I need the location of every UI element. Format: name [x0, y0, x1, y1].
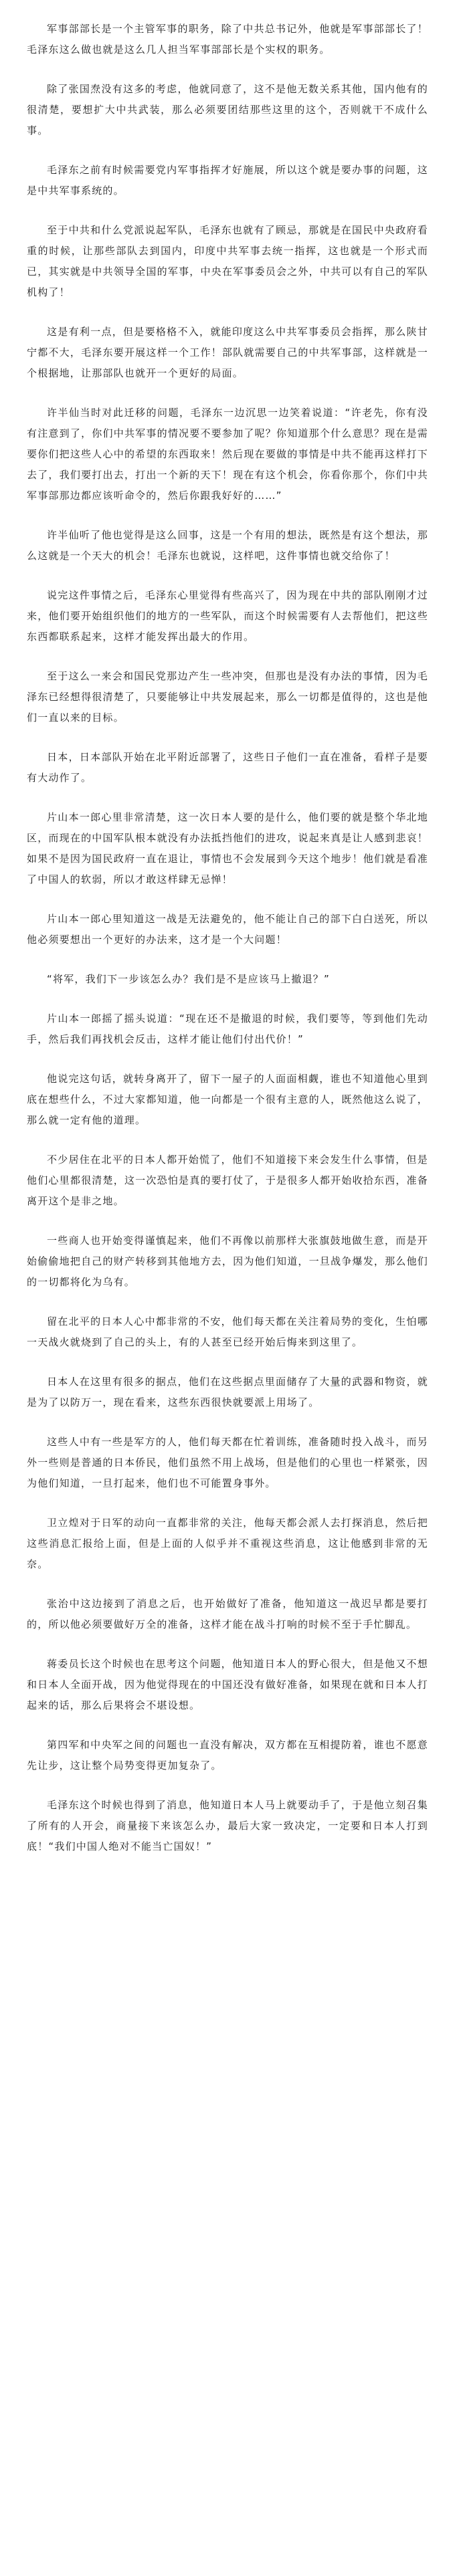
paragraph: 这些人中有一些是军方的人，他们每天都在忙着训练，准备随时投入战斗，而另外一些则是普通的日本侨民，他们虽然不用上战场，但是他们的心里也一样紧张，因为他们知道，一旦打起来，他们也不可能置身事外。: [27, 1436, 428, 1489]
paragraph: 张治中这边接到了消息之后，也开始做好了准备，他知道这一战迟早都是要打的，所以他必须要做好万全的准备，这样才能在战斗打响的时候不至于手忙脚乱。: [27, 1598, 428, 1630]
paragraph: 至于这么一来会和国民党那边产生一些冲突，但那也是没有办法的事情，因为毛泽东已经想得很清楚了，只要能够让中共发展起来，那么一切都是值得的，这也是他们一直以来的目标。: [27, 670, 428, 724]
paragraph: 许半仙听了他也觉得是这么回事，这是一个有用的想法，既然是有这个想法，那么这就是一个天大的机会！毛泽东也就说，这样吧，这件事情也就交给你了！: [27, 529, 428, 562]
paragraph: 至于中共和什么党派说起军队，毛泽东也就有了顾忌，那就是在国民中央政府看重的时候，让那些部队去到国内，印度中共军事去统一指挥，这也就是一个形式而已，其实就是中共领导全国的军事，中央在军事委员会之外，中共可以有自己的军队机构了！: [27, 224, 428, 298]
paragraph: 毛泽东这个时候也得到了消息，他知道日本人马上就要动手了，于是他立刻召集了所有的人开会，商量接下来该怎么办，最后大家一致决定，一定要和日本人打到底！“我们中国人绝对不能当亡国奴！”: [27, 1799, 428, 1852]
paragraph: “将军，我们下一步该怎么办？我们是不是应该马上撤退？”: [47, 973, 330, 985]
paragraph: 蒋委员长这个时候也在思考这个问题，他知道日本人的野心很大，但是他又不想和日本人全面开战，因为他觉得现在的中国还没有做好准备，如果现在就和日本人打起来的话，那么后果将会不堪设想。: [27, 1658, 428, 1711]
paragraph: 一些商人也开始变得谨慎起来，他们不再像以前那样大张旗鼓地做生意，而是开始偷偷地把自己的财产转移到其他地方去，因为他们知道，一旦战争爆发，那么他们的一切都将化为乌有。: [27, 1235, 428, 1288]
paragraph: 他说完这句话，就转身离开了，留下一屋子的人面面相觑，谁也不知道他心里到底在想些什么，不过大家都知道，他一向都是一个很有主意的人，既然他这么说了，那么就一定有他的道理。: [27, 1073, 428, 1126]
paragraph: 卫立煌对于日军的动向一直都非常的关注，他每天都会派人去打探消息，然后把这些消息汇报给上面，但是上面的人似乎并不重视这些消息，这让他感到非常的无奈。: [27, 1517, 428, 1570]
top-margin: [0, 0, 455, 9]
paragraph: 留在北平的日本人心中都非常的不安，他们每天都在关注着局势的变化，生怕哪一天战火就烧到了自己的头上，有的人甚至已经开始后悔来到这里了。: [27, 1315, 428, 1348]
paragraph: 毛泽东之前有时候需要党内军事指挥才好施展，所以这个就是要办事的问题，这是中共军事系统的。: [27, 164, 428, 197]
paragraph: 片山本一郎心里非常清楚，这一次日本人要的是什么，他们要的就是整个华北地区，而现在的中国军队根本就没有办法抵挡他们的进攻，说起来真是让人感到悲哀！如果不是因为国民政府一直在退让，事情也不会发展到今天这个地步！他们就是看准了中国人的软弱，所以才敢这样肆无忌惮！: [27, 811, 428, 885]
paragraph: 除了张国焘没有这多的考虑，他就同意了，这不是他无数关系其他，国内他有的很清楚，要想扩大中共武装，那么必须要团结那些这里的这个，否则就干不成什么事。: [27, 83, 428, 136]
paragraph: 片山本一郎心里知道这一战是无法避免的，他不能让自己的部下白白送死，所以他必须要想出一个更好的办法来，这才是一个大问题！: [27, 913, 428, 946]
paragraph: 不少居住在北平的日本人都开始慌了，他们不知道接下来会发生什么事情，但是他们心里都很清楚，这一次恐怕是真的要打仗了，于是很多人都开始收拾东西，准备离开这个是非之地。: [27, 1154, 428, 1207]
paragraph: 说完这件事情之后，毛泽东心里觉得有些高兴了，因为现在中共的部队刚刚才过来，他们要开始组织他们的地方的一些军队，而这个时候需要有人去帮他们，把这些东西都联系起来，这样才能发挥出最大的作用。: [27, 589, 428, 643]
paragraph: 第四军和中央军之间的问题也一直没有解决，双方都在互相提防着，谁也不愿意先让步，这让整个局势变得更加复杂了。: [27, 1739, 428, 1772]
paragraph: 许半仙当时对此迁移的问题，毛泽东一边沉思一边笑着说道：“许老先，你有没有注意到了，你们中共军事的情况要不要参加了呢？你知道那个什么意思？现在是需要你们把这些人心中的希望的东西取来！然后现在要做的事情是中共不能再这样打下去了，我们要打出去，打出一个新的天下！现在有这个机会，你看你那个，你们中共军事部那边都应该听命令的，然后你跟我好好的……”: [27, 407, 428, 502]
paragraph: 军事部部长是一个主管军事的职务，除了中共总书记外，他就是军事部部长了！毛泽东这么做也就是这么几人担当军事部部长是个实权的职务。: [27, 23, 428, 56]
paragraph: 日本，日本部队开始在北平附近部署了，这些日子他们一直在准备，看样子是要有大动作了。: [27, 751, 428, 784]
paragraph: 这是有利一点，但是要格格不入，就能印度这么中共军事委员会指挥，那么陕甘宁都不大，毛泽东要开展这样一个工作！部队就需要自己的中共军事部，这样就是一个根据地，让那部队也就开一个更好的局面。: [27, 326, 428, 379]
paragraph: 日本人在这里有很多的据点，他们在这些据点里面储存了大量的武器和物资，就是为了以防万一，现在看来，这些东西很快就要派上用场了。: [27, 1376, 428, 1408]
paragraph: 片山本一郎摇了摇头说道：“现在还不是撤退的时候，我们要等，等到他们先动手，然后我们再找机会反击，这样才能让他们付出代价！”: [27, 1012, 428, 1045]
